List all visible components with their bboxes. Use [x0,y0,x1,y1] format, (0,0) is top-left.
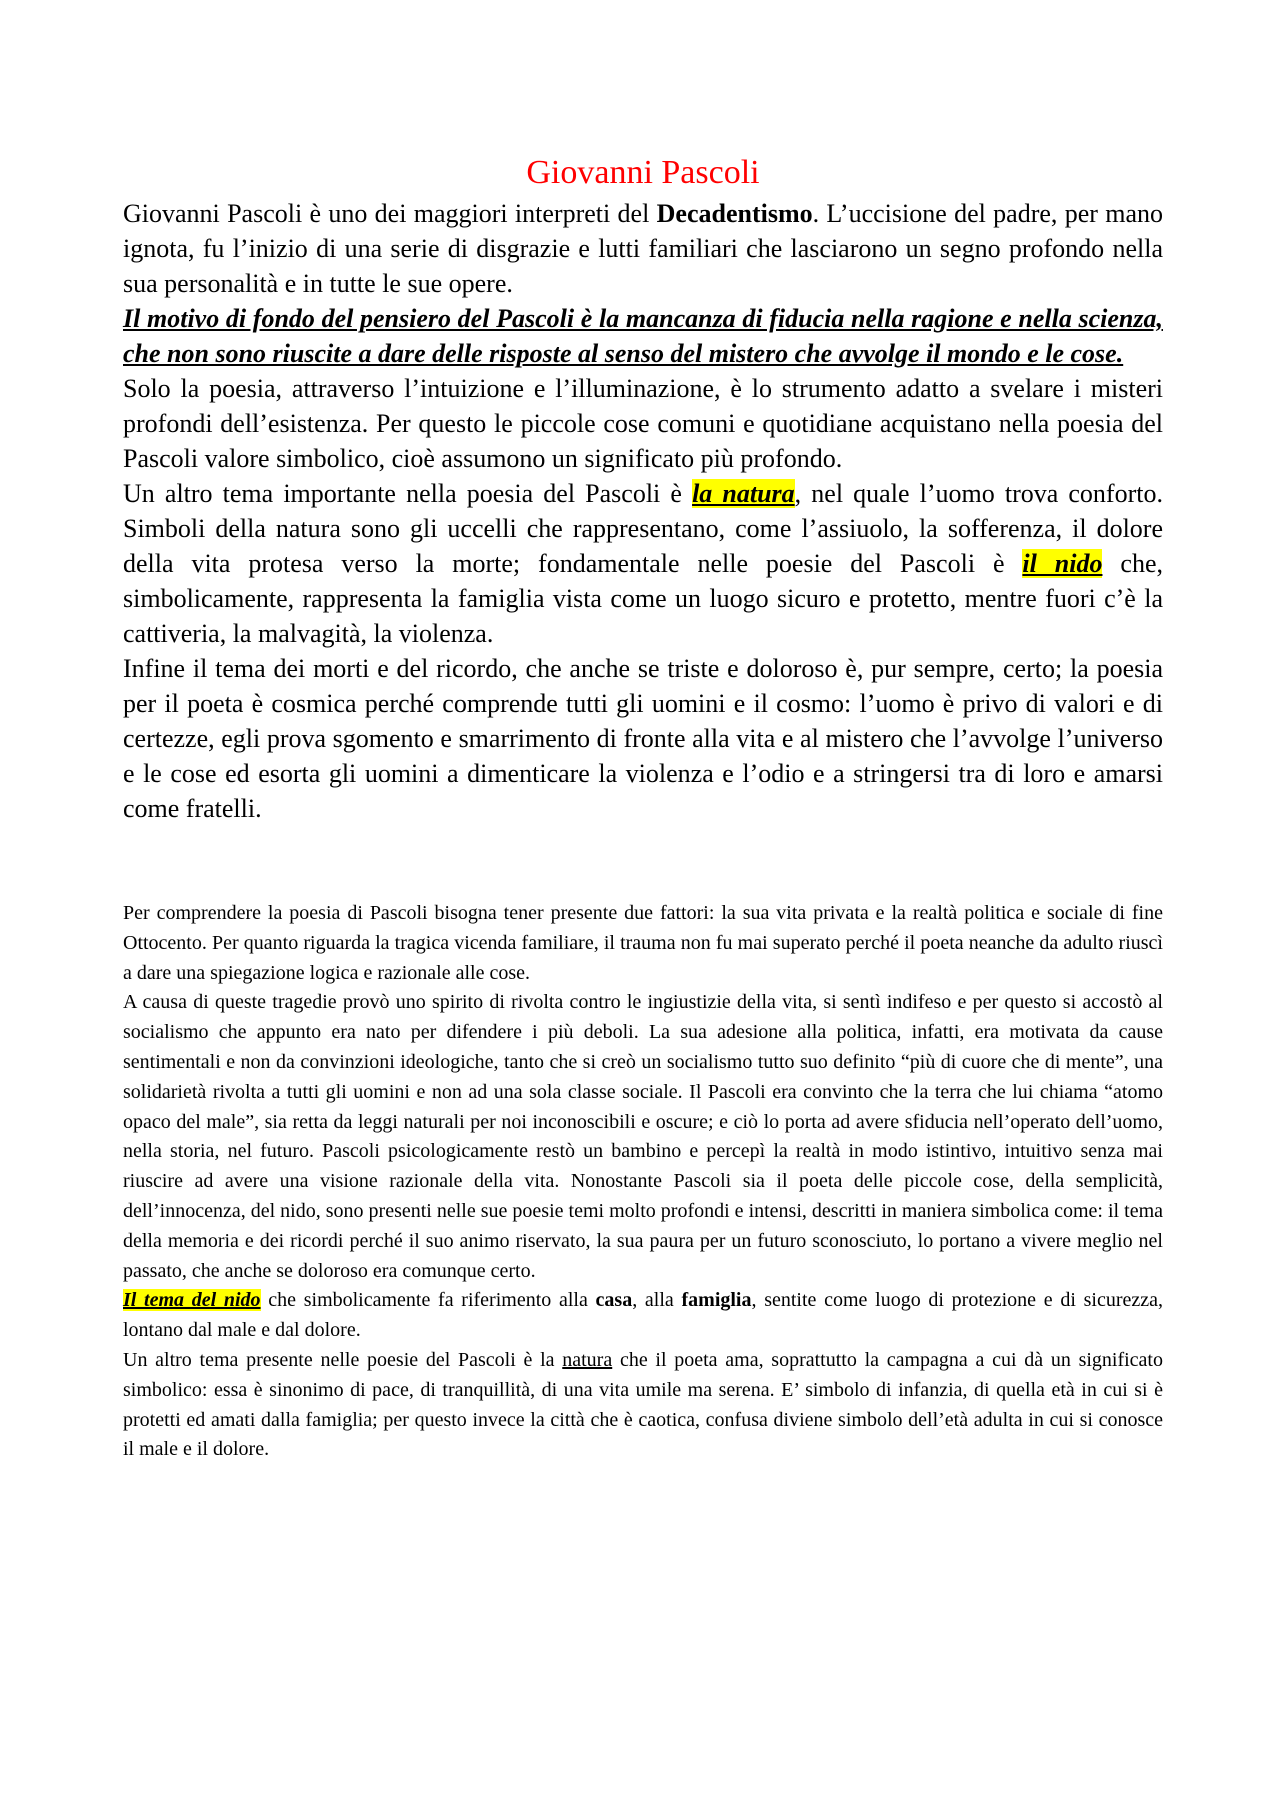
document-title: Giovanni Pascoli [526,154,760,191]
bold-term-decadentismo: Decadentismo [656,199,813,228]
underlined-natura: natura [562,1348,613,1371]
document-body [123,150,1163,1465]
paragraph-decadentismo: Giovanni Pascoli è uno dei maggiori interpreti del Decadentismo. L’uccisione del padre, per mano ignota, fu l’inizio di una serie di disgrazie e lutti familiari che lasciarono un segno profondo nella sua personalità e in tutte le sue opere. [123,199,1163,298]
paragraph-death-memory: Infine il tema dei morti e del ricordo, che anche se triste e doloroso è, pur sempre, certo; la poesia per il poeta è cosmica perché comprende tutti gli uomini e il cosmo: l’uomo è privo di valori e di certezze, egli prova sgomento e smarrimento di fronte alla vita e al mistero che l’avvolge l’universo e le cose ed esorta gli uomini a dimenticare la violenza e l’odio e a stringersi tra di loro e amarsi come fratelli. [123,654,1163,823]
paragraph-poetry-role: Solo la poesia, attraverso l’intuizione e l’illuminazione, è lo strumento adatto a svelare i misteri profondi dell’esistenza. Per questo le piccole cose comuni e quotidiane acquistano nella poesia del Pascoli valore simbolico, cioè assumono un significato più profondo. [123,374,1163,473]
highlight-la-natura: la natura [692,479,795,508]
paragraph-nest-theme: Il tema del nido che simbolicamente fa riferimento alla casa, alla famiglia, sentite come luogo di protezione e di sicurezza, lontano dal male e dal dolore. [123,1289,1163,1342]
highlight-il-tema-del-nido: Il tema del nido [123,1289,261,1312]
paragraph-understanding: Per comprendere la poesia di Pascoli bisogna tener presente due fattori: la sua vita privata e la realtà politica e sociale di fine Ottocento. Per quanto riguarda la tragica vicenda familiare, il trauma non fu mai superato perché il poeta neanche da adulto riuscì a dare una spiegazione logica e razionale alle cose. [123,902,1163,984]
paragraph-socialism: A causa di queste tragedie provò uno spirito di rivolta contro le ingiustizie della vita, si sentì indifeso e per questo si accostò al socialismo che appunto era nato per difendere i più deboli. La sua adesione alla politica, infatti, era motivata da cause sentimentali e non da convinzioni ideologiche, tanto che si creò un socialismo tutto suo definito “più di cuore che di mente”, una solidarietà rivolta a tutti gli uomini e non ad una sola classe sociale. Il Pascoli era convinto che la terra che lui chiama “atomo opaco del male”, sia retta da leggi naturali per noi inconoscibili e oscure; e ciò lo porta ad avere sfiducia nell’operato dell’uomo, nella storia, nel futuro. Pascoli psicologicamente restò un bambino e percepì la realtà in modo istintivo, intuitivo senza mai riuscire ad avere una visione razionale della vita. Nonostante Pascoli sia il poeta delle piccole cose, della semplicità, dell’innocenza, del nido, sono presenti nelle sue poesie temi molto profondi e intensi, descritti in maniera simbolica come: il tema della memoria e dei ricordi perché il suo animo riservato, la sua paura per un futuro sconosciuto, lo portano a vivere meglio nel passato, che anche se doloroso era comunque certo. [123,991,1163,1282]
bold-term-famiglia: famiglia [681,1289,752,1312]
detail-section [123,899,1163,1465]
section-spacer [123,826,1163,899]
paragraph-nature-nest: Un altro tema importante nella poesia del Pascoli è la natura, nel quale l’uomo trova conforto. Simboli della natura sono gli uccelli che rappresentano, come l’assiuolo, la sofferenza, il dolore della vita protesa verso la morte; fondamentale nelle poesie del Pascoli è il nido che, simbolicamente, rappresenta la famiglia vista come un luogo sicuro e protetto, mentre fuori c’è la cattiveria, la malvagità, la violenza. [123,479,1163,648]
bold-term-casa: casa [595,1289,633,1312]
paragraph-nature-theme: Un altro tema presente nelle poesie del Pascoli è la natura che il poeta ama, soprattutto la campagna a cui dà un significato simbolico: essa è sinonimo di pace, di tranquillità, di una vita umile ma serena. E’ simbolo di infanzia, di quella età in cui si è protetti ed amati dalla famiglia; per questo invece la città che è caotica, confusa diviene simbolo dell’età adulta in cui si conosce il male e il dolore. [123,1348,1163,1461]
intro-section [123,196,1163,826]
highlight-il-nido: il nido [1022,549,1103,578]
paragraph-main-motive: Il motivo di fondo del pensiero del Pascoli è la mancanza di fiducia nella ragione e nella scienza, che non sono riuscite a dare delle risposte al senso del mistero che avvolge il mondo e le cose. [123,304,1163,368]
